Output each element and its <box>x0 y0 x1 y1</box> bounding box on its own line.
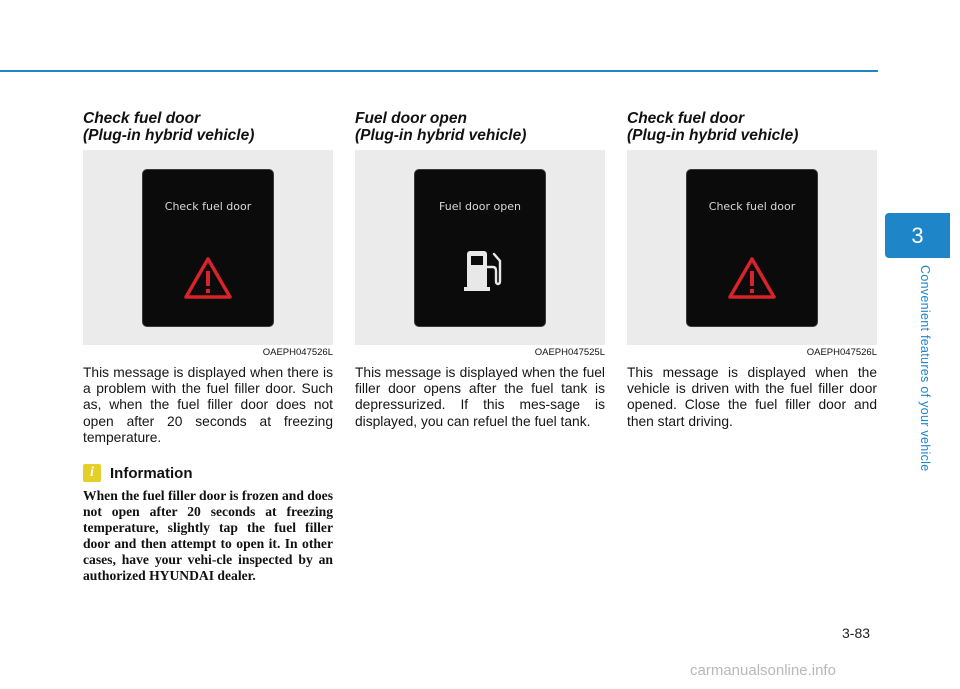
information-text: When the fuel filler door is frozen and does not open after 20 seconds at freezing temperature, slightly tap the fuel filler door and then attempt to open it. In other cases, have your vehi-cle inspected by an authorized HYUNDAI dealer. <box>83 488 333 584</box>
watermark: carmanualsonline.info <box>690 662 836 679</box>
description: This message is displayed when the fuel filler door opens after the fuel tank is depressurized. If this mes-sage is displayed, you can refuel the fuel tank. <box>355 365 605 429</box>
section-check-fuel-door-2 <box>627 110 877 444</box>
heading-line2: (Plug-in hybrid vehicle) <box>355 127 527 144</box>
heading-line1: Check fuel door <box>627 110 745 127</box>
display-message: Fuel door open <box>439 200 521 213</box>
warning-triangle-icon <box>727 256 777 300</box>
figure-code: OAEPH047525L <box>534 347 605 358</box>
heading-line1: Fuel door open <box>355 110 467 127</box>
section-heading <box>627 110 877 144</box>
figure-code: OAEPH047526L <box>806 347 877 358</box>
description: This message is displayed when there is a problem with the fuel filler door. Such as, when the fuel filler door does not open after 20 seconds at freezing temperature. <box>83 365 333 445</box>
heading-line2: (Plug-in hybrid vehicle) <box>627 127 799 144</box>
cluster-display <box>687 170 817 326</box>
chapter-tab: 3 <box>885 213 950 258</box>
information-header <box>83 464 333 482</box>
figure-code: OAEPH047526L <box>262 347 333 358</box>
cluster-figure <box>355 150 605 345</box>
section-fuel-door-open <box>355 110 605 444</box>
cluster-figure <box>627 150 877 345</box>
display-message: Check fuel door <box>708 200 796 213</box>
chapter-title: Convenient features of your vehicle <box>918 265 932 472</box>
warning-triangle-icon <box>183 256 233 300</box>
section-check-fuel-door-1 <box>83 110 333 598</box>
description: This message is displayed when the vehicle is driven with the fuel filler door opened. Close the fuel filler door and then start driving. <box>627 365 877 429</box>
cluster-display <box>415 170 545 326</box>
heading-line1: Check fuel door <box>83 110 201 127</box>
page-number: 3-83 <box>842 625 871 641</box>
info-icon: i <box>83 464 101 482</box>
top-divider <box>0 70 878 72</box>
information-title: Information <box>110 464 193 482</box>
display-message: Check fuel door <box>164 200 252 213</box>
heading-line2: (Plug-in hybrid vehicle) <box>83 127 255 144</box>
section-heading <box>83 110 333 144</box>
fuel-pump-icon <box>463 245 503 293</box>
section-heading <box>355 110 605 144</box>
cluster-figure <box>83 150 333 345</box>
cluster-display <box>143 170 273 326</box>
